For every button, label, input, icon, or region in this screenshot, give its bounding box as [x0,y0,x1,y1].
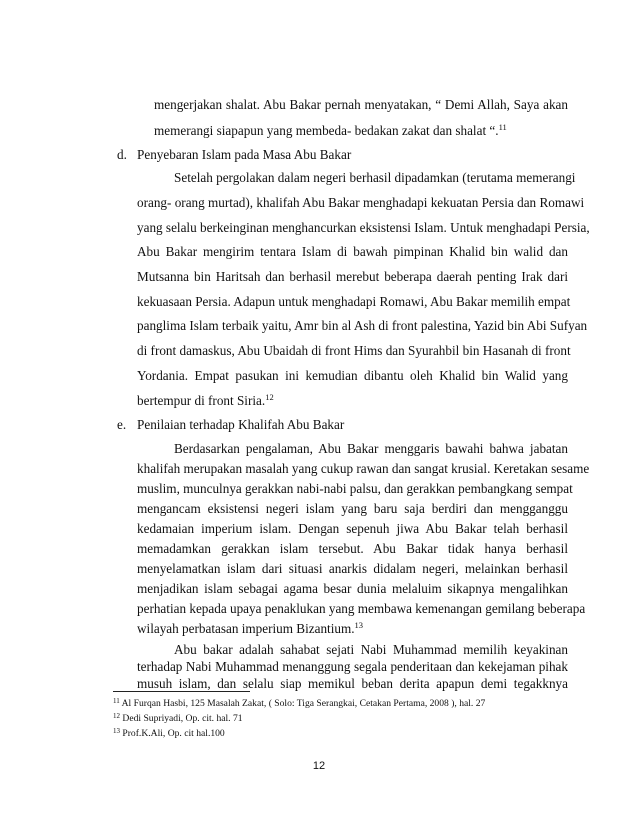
section-d-line: Yordania. Empat pasukan ini kemudian dibantu oleh Khalid bin Walid yang [137,368,568,383]
section-d-line: orang- orang murtad), khalifah Abu Bakar menghadapi kekuatan Persia dan Romawi [137,195,585,210]
section-e-line-text: wilayah perbatasan imperium Bizantium. [137,621,355,636]
section-e-heading [117,417,344,433]
section-heading-text: Penyebaran Islam pada Masa Abu Bakar [137,147,352,162]
section-heading-text: Penilaian terhadap Khalifah Abu Bakar [137,417,345,432]
paragraph-line-text: memerangi siapapun yang membeda- bedakan zakat dan shalat “. [154,123,499,138]
section-e-line: kedamaian imperium islam. Dengan sepenuh jiwa Abu Bakar telah berhasil [137,521,568,536]
section-d-line: di front damaskus, Abu Ubaidah di front Hims dan Syurahbil bin Hasanah di front [137,343,571,358]
section-d-line: kekuasaan Persia. Adapun untuk menghadapi Romawi, Abu Bakar memilih empat [137,294,571,309]
footnote-text: Al Furqan Hasbi, 125 Masalah Zakat, ( Solo: Tiga Serangkai, Cetakan Pertama, 2008 ), hal. 27 [121,698,486,709]
section-e-line: muslim, munculnya gerakkan nabi-nabi palsu, dan gerakkan pembangkang sempat [137,481,573,496]
section-e-line: khalifah merupakan masalah yang cukup rawan dan sangat krusial. Keretakan sesame [137,461,590,476]
section-e-line [137,621,363,637]
section-e-line: musuh islam, dan selalu siap memikul beban derita apapun demi tegakknya [137,676,568,691]
footnote-separator [113,691,250,692]
section-e-line: Abu bakar adalah sahabat sejati Nabi Muhammad memilih keyakinan [174,642,568,657]
paragraph-line [154,123,507,139]
section-e-line: mengancam eksistensi negeri islam yang baru saja berdiri dan mengganggu [137,501,568,516]
section-d-line [137,393,274,409]
section-d-line: Abu Bakar mengirim tentara Islam di bawah pimpinan Khalid bin walid dan [137,244,568,259]
section-e-line: menjadikan islam sebagai agama besar dunia melaluim sikapnya mengalihkan [137,581,568,596]
footnote-text: Prof.K.Ali, Op. cit hal.100 [122,728,225,739]
section-e-line: memadamkan gerakkan islam tersebut. Abu Bakar tidak hanya berhasil [137,541,568,556]
page-number: 12 [312,760,326,772]
section-marker: e. [117,417,127,432]
section-e-line: perhatian kepada upaya penaklukan yang membawa kemenangan gemilang beberapa [137,601,586,616]
footnote-number: 11 [113,697,120,705]
footnote-number: 12 [113,712,120,720]
footnote [113,713,243,725]
section-e-line: terhadap Nabi Muhammad menanggung segala penderitaan dan kekejaman pihak [137,659,568,674]
section-d-line: yang selalu berkeinginan menghancurkan eksistensi Islam. Untuk menghadapi Persia, [137,220,590,235]
footnote-ref: 12 [265,392,274,402]
section-d-line-text: bertempur di front Siria. [137,393,266,408]
footnote-ref: 13 [354,620,364,630]
section-d-line: Setelah pergolakan dalam negeri berhasil dipadamkan (terutama memerangi [174,170,576,185]
footnote-number: 13 [113,727,120,735]
section-marker: d. [117,147,127,162]
section-d-heading [117,147,351,163]
section-e-line: menyelamatkan islam dari situasi anarkis didalam negeri, melainkan berhasil [137,561,568,576]
paragraph-line: mengerjakan shalat. Abu Bakar pernah menyatakan, “ Demi Allah, Saya akan [154,97,568,112]
footnote [113,728,225,740]
footnote [113,698,485,710]
footnote-ref: 11 [498,122,507,132]
section-d-line: panglima Islam terbaik yaitu, Amr bin al Ash di front palestina, Yazid bin Abi Sufyan [137,318,588,333]
section-d-line: Mutsanna bin Haritsah dan berhasil merebut beberapa daerah penting Irak dari [137,269,568,284]
section-e-line: Berdasarkan pengalaman, Abu Bakar menggaris bawahi bahwa jabatan [174,441,568,456]
footnote-text: Dedi Supriyadi, Op. cit. hal. 71 [122,713,243,724]
